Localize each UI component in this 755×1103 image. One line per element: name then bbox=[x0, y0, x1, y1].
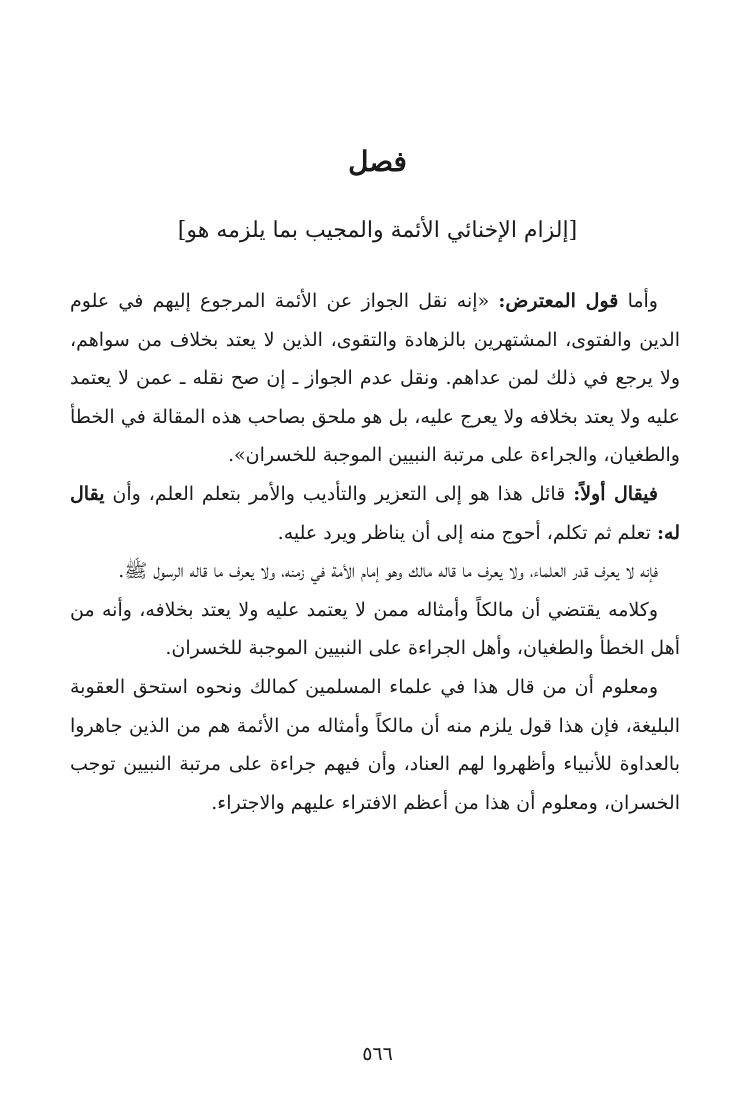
paragraph bbox=[70, 552, 680, 591]
body-text bbox=[70, 282, 680, 822]
paragraph-text: ومعلوم أن من قال هذا في علماء المسلمين كمالك ونحوه استحق العقوبة البليغة، فإن هذا قول يلزم منه أن مالكاً وأمثاله من الأئمة هم من الذين جاهروا بالعداوة للأنبياء وأظهروا لهم العناد، وأن فيهم جراءة على مرتبة النبيين توجب الخسران، ومعلوم أن هذا من أعظم الافتراء عليهم والاجتراء. bbox=[70, 675, 680, 814]
paragraph-text: قائل هذا هو إلى التعزير والتأديب والأمر بتعلم العلم، وأن bbox=[104, 482, 574, 505]
paragraph-text: وكلامه يقتضي أن مالكاً وأمثاله ممن لا يعتمد عليه ولا يعتد بخلافه، وأنه من أهل الخطأ والطغيان، وأهل الجراءة على النبيين الموجبة للخسران. bbox=[70, 598, 680, 660]
paragraph bbox=[70, 282, 680, 475]
chapter-title: فصل bbox=[348, 145, 407, 178]
paragraph bbox=[70, 668, 680, 822]
paragraph-text: تعلم ثم تكلم، أحوج منه إلى أن يناظر ويرد عليه. bbox=[277, 521, 657, 544]
paragraph bbox=[70, 591, 680, 668]
paragraph-lead: وأما bbox=[618, 290, 658, 312]
paragraph-text: «إنه نقل الجواز عن الأئمة المرجوع إليهم في علوم الدين والفتوى، المشتهرين بالزهادة والتقوى، الذين لا يعتد بخلاف من سواهم، ولا يرجع في ذلك لمن عداهم. ونقل عدم الجواز ـ إن صح نقله ـ عمن لا يعتمد عليه ولا يعتد بخلافه ولا يعرج عليه، بل هو ملحق بصاحب هذه المقالة في الخطأ والطغيان، والجراءة على مرتبة النبيين الموجبة للخسران». bbox=[70, 290, 680, 467]
paragraph bbox=[70, 475, 680, 552]
page-number: ٥٦٦ bbox=[362, 1043, 393, 1065]
section-title: [إلزام الإخنائي الأئمة والمجيب بما يلزمه هو] bbox=[177, 218, 578, 243]
bold-phrase: يقال له: bbox=[70, 482, 680, 544]
bold-phrase: قول المعترض: bbox=[498, 290, 619, 312]
paragraph-text: فإنه لا يعرف قدر العلماء، ولا يعرف ما قاله مالك وهو إمام الأمة في زمنه، ولا يعرف ما قاله الرسول ﷺ. bbox=[118, 560, 658, 583]
bold-phrase: فيقال أولاً: bbox=[573, 482, 658, 505]
